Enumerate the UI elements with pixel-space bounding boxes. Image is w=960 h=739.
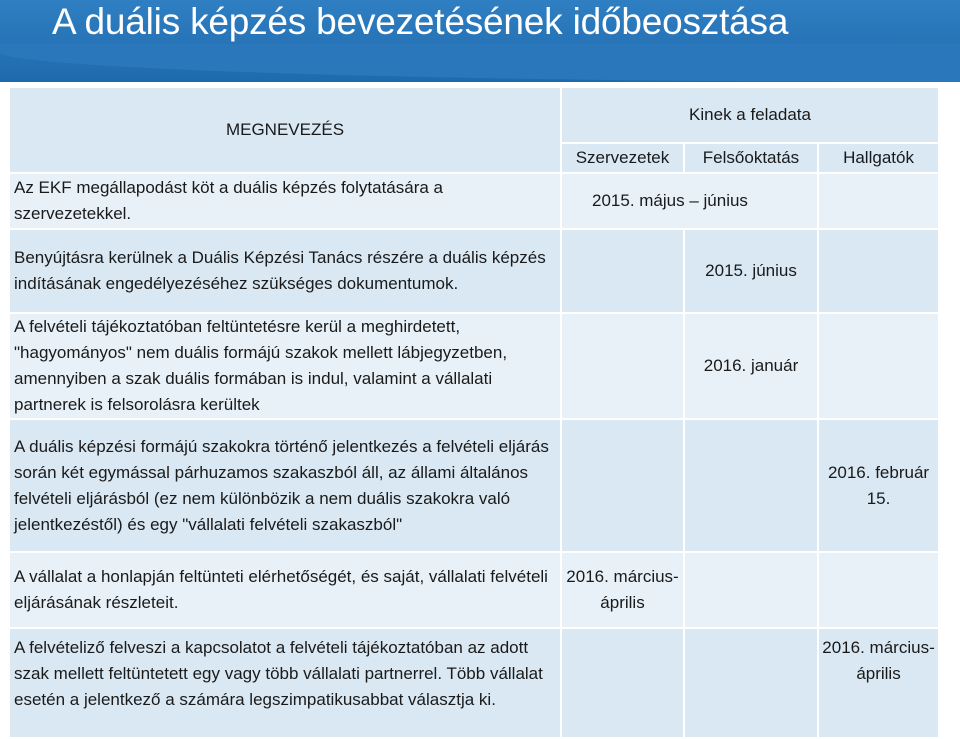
row-description: Benyújtásra kerülnek a Duális Képzési Tanács részére a duális képzés indításának engedélyezéséhez szükséges dokumentumok. [9, 229, 561, 313]
row-description: A felvételi tájékoztatóban feltüntetésre kerül a meghirdetett, "hagyományos" nem duális formájú szakok mellett lábjegyzetben, amennyiben a szak duális formában is indul, valamint a vállalati partnerek is felsorolásra kerültek [9, 313, 561, 419]
row-description: A duális képzési formájú szakokra történő jelentkezés a felvételi eljárás során két egymással párhuzamos szakaszból áll, az állami általános felvételi eljárásból (ez nem különbözik a nem duális szakokra való jelentkezéstől) és egy "vállalati felvételi szakaszból" [9, 419, 561, 552]
table-row [9, 552, 939, 628]
title-bar-curve [0, 44, 960, 82]
header-group-label: Kinek a feladata [689, 105, 811, 124]
row-date-hallgatok [818, 173, 939, 229]
row-date-szervezetek [561, 229, 684, 313]
header-col-szervezetek [561, 143, 684, 173]
row-date-hallgatok: 2016. március-április [818, 628, 939, 738]
header-col-szervezetek-label: Szervezetek [575, 148, 670, 167]
row-date-hallgatok [818, 313, 939, 419]
slide-title: A duális képzés bevezetésének időbeosztása [52, 1, 789, 42]
schedule-table [8, 86, 940, 739]
header-col-felsooktatas [684, 143, 818, 173]
row-date-hallgatok [818, 552, 939, 628]
row-date-szervezetek: 2015. május – június [561, 173, 818, 229]
header-col-felsooktatas-label: Felsőoktatás [702, 148, 800, 167]
table-row [9, 419, 939, 552]
table-row [9, 173, 939, 229]
row-date-felsooktatas: 2015. június [684, 229, 818, 313]
slide-title-bar [0, 0, 960, 82]
table-header-row [9, 87, 939, 143]
row-description: A felvételiző felveszi a kapcsolatot a felvételi tájékoztatóban az adott szak mellett feltüntetett egy vagy több vállalati partnerrel. Több vállalat esetén a jelentkező a számára legszimpatikusabbat választja ki. [9, 628, 561, 738]
row-date-felsooktatas [684, 419, 818, 552]
row-date-szervezetek [561, 628, 684, 738]
table-row [9, 229, 939, 313]
row-date-szervezetek [561, 313, 684, 419]
header-col-hallgatok-label: Hallgatók [843, 148, 914, 167]
row-description: A vállalat a honlapján feltünteti elérhetőségét, és saját, vállalati felvételi eljárásának részleteit. [9, 552, 561, 628]
header-group-cell [561, 87, 939, 143]
header-col-hallgatok [818, 143, 939, 173]
row-date-felsooktatas [684, 552, 818, 628]
table-row [9, 628, 939, 738]
row-date-felsooktatas: 2016. január [684, 313, 818, 419]
row-date-felsooktatas [684, 628, 818, 738]
row-date-szervezetek: 2016. március-április [561, 552, 684, 628]
row-date-hallgatok: 2016. február 15. [818, 419, 939, 552]
row-date-hallgatok [818, 229, 939, 313]
table-row [9, 313, 939, 419]
row-description: Az EKF megállapodást köt a duális képzés folytatására a szervezetekkel. [9, 173, 561, 229]
row-date-szervezetek [561, 419, 684, 552]
header-name-cell [9, 87, 561, 173]
header-name-label: MEGNEVEZÉS [225, 120, 345, 139]
